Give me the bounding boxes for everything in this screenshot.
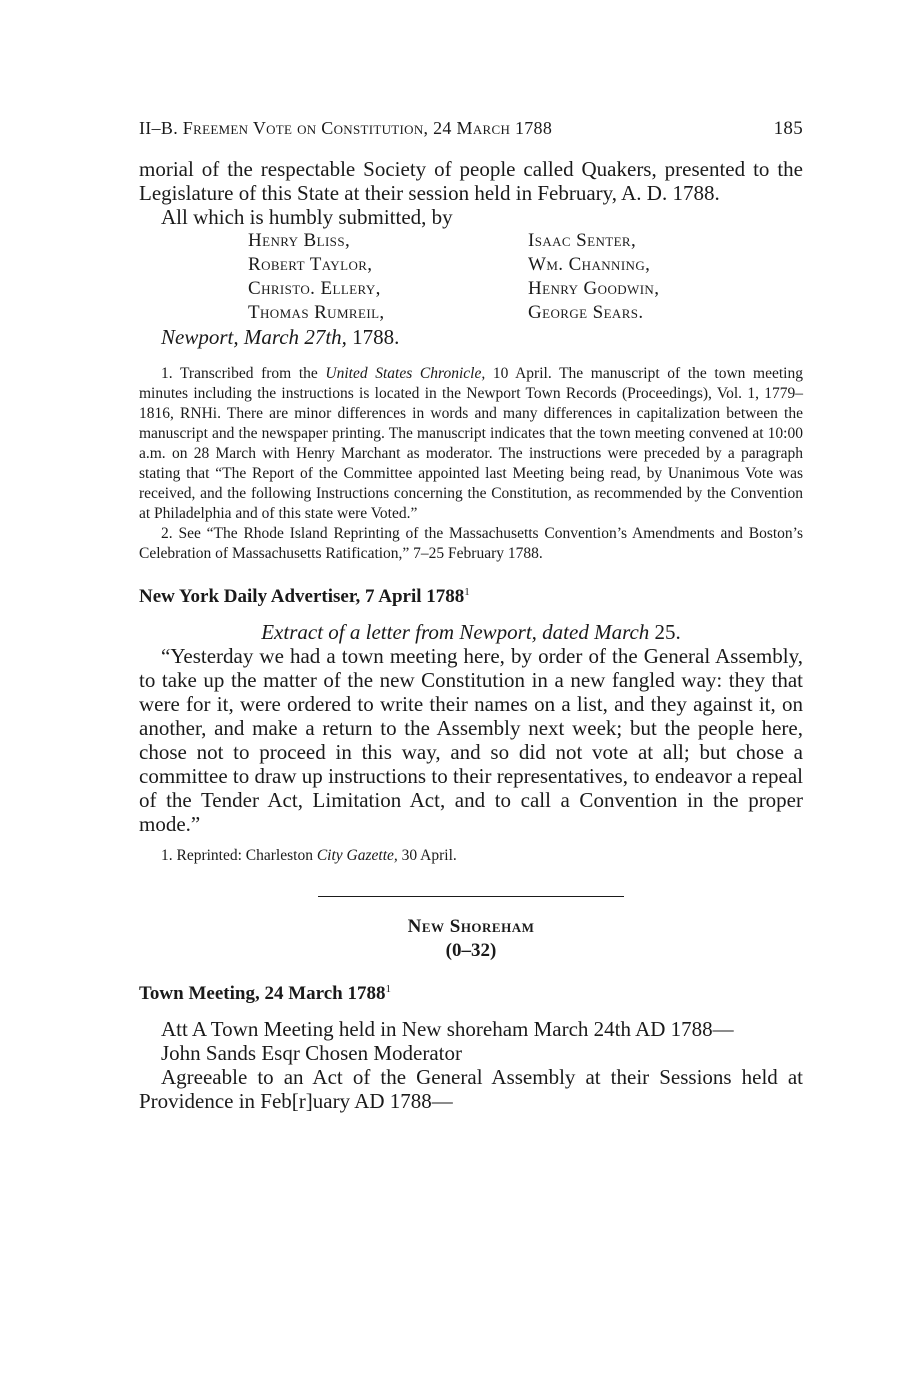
running-head [139, 118, 803, 140]
footnote-1 [139, 364, 803, 524]
dateline-place: Newport, March [161, 325, 300, 349]
footnote-marker: 1 [385, 983, 391, 995]
town-meeting-heading-text: Town Meeting, 24 March 1788 [139, 983, 386, 1004]
letter-text: “Yesterday we had a town meeting here, by order of the General Assembly, to take up the matter of the new Constitution in a new fangled way: they that were for it, were ordered to write their names on a list, and they against it, on another, and make a return to the Assembly next week; but the people here, chose not to proceed in this way, and so did not vote at all; but chose a committee to draw up instructions to their representatives, to endeavor a repeal of the Tender Act, Limitation Act, and to call a Convention in the proper mode.” [139, 644, 803, 836]
dateline-year: 1788. [352, 325, 400, 349]
document-page [139, 118, 803, 1113]
town-title [139, 915, 803, 963]
section-heading-ny [139, 586, 803, 608]
footnotes [139, 364, 803, 564]
signatories [248, 229, 803, 325]
dateline [161, 325, 803, 349]
section-divider [318, 896, 624, 897]
ny-footnote-text: 1. Reprinted: Charleston [161, 847, 317, 864]
signer: Thomas Rumreil, [248, 302, 385, 323]
page-number: 185 [773, 118, 803, 139]
report-continuation: morial of the respectable Society of people called Quakers, presented to the Legislature of this State at their session held in February, A. D. 1788. [139, 157, 803, 205]
footnote-marker: 1 [464, 586, 470, 598]
dateline-day: 27th, [304, 325, 347, 349]
signer: Henry Goodwin, [528, 278, 660, 299]
signer: Robert Taylor, [248, 254, 373, 275]
footnote-2: 2. See “The Rhode Island Reprinting of the Massachusetts Convention’s Amendments and Boston’s Celebration of Massachusetts Ratification,” 7–25 February 1788. [139, 525, 803, 562]
minutes-line-1: Att A Town Meeting held in New shoreham March 24th AD 1788— [161, 1017, 734, 1041]
signer: Wm. Channing, [528, 254, 651, 275]
extract-caption-day: 25. [654, 620, 681, 644]
town-name: New Shoreham [407, 916, 535, 937]
footnote-1-text: 1. Transcribed from the [161, 365, 326, 382]
signer: Christo. Ellery, [248, 278, 381, 299]
minutes-line-2: John Sands Esqr Chosen Moderator [161, 1041, 462, 1065]
ny-footnote-rest: 30 April. [397, 847, 457, 864]
footnote-1-title: United States Chronicle, [325, 365, 486, 382]
ny-footnotes [139, 846, 803, 866]
section-heading-text: New York Daily Advertiser, 7 April 1788 [139, 586, 465, 607]
running-head-title: II–B. Freemen Vote on Constitution, 24 March 1788 [139, 118, 553, 138]
signer: Henry Bliss, [248, 230, 351, 251]
signer: Isaac Senter, [528, 230, 637, 251]
signer: George Sears. [528, 302, 644, 323]
extract-caption [139, 620, 803, 644]
footnote-1-rest: 10 April. The manuscript of the town meeting minutes including the instructions is located in the Newport Town Records (Proceedings), Vol. 1, 1779–1816, RNHi. There are minor differences in words and many differences in capitalization between the manuscript and the newspaper printing. The manuscript indicates that the town meeting convened at 10:00 a.m. on 28 March with Henry Marchant as moderator. The instructions were preceded by a paragraph stating that “The Report of the Committee appointed last Meeting being read, by Unanimous Vote was received, and the following Instructions concerning the Constitution, as recommended by the Convention at Philadelphia and of this state were Voted.” [139, 365, 803, 522]
submitted-line: All which is humbly submitted, by [161, 205, 453, 229]
minutes-line-3: Agreeable to an Act of the General Assembly at their Sessions held at Providence in Feb[r]uary AD 1788— [139, 1065, 803, 1113]
extract-caption-text: Extract of a letter from Newport, dated March [261, 620, 650, 644]
section-heading-town-meeting [139, 983, 803, 1005]
ny-footnote-title: City Gazette, [316, 847, 398, 864]
town-vote: (0–32) [445, 940, 497, 961]
ny-footnote-1 [139, 846, 803, 866]
